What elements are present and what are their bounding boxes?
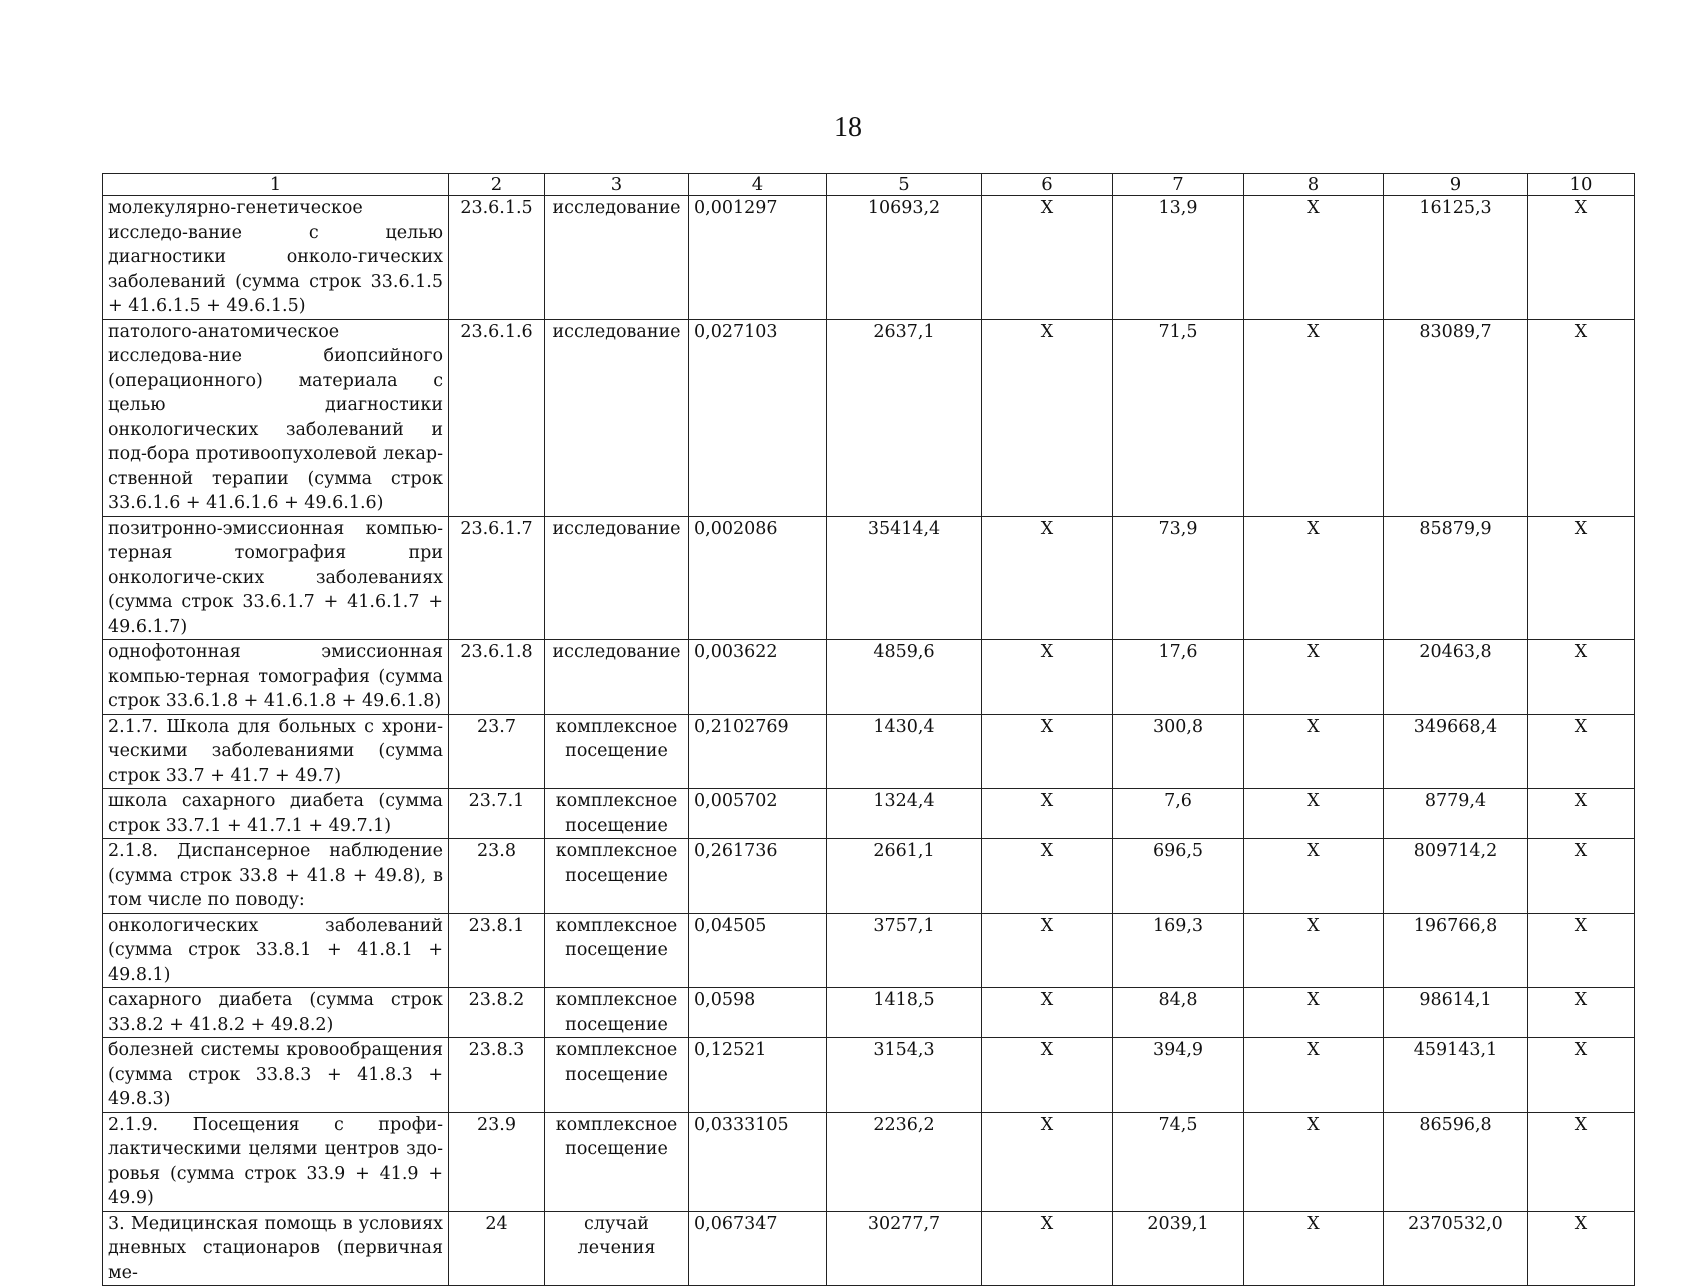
column-header: 7 bbox=[1113, 174, 1244, 196]
value-col-7: 73,9 bbox=[1113, 516, 1244, 640]
table-row bbox=[103, 1211, 1635, 1286]
value-col-4: 0,0598 bbox=[689, 988, 827, 1038]
value-col-5: 2236,2 bbox=[827, 1112, 982, 1211]
column-header: 9 bbox=[1384, 174, 1528, 196]
value-col-6: Х bbox=[982, 839, 1113, 914]
column-header: 8 bbox=[1244, 174, 1384, 196]
value-col-4: 0,027103 bbox=[689, 319, 827, 516]
value-col-7: 696,5 bbox=[1113, 839, 1244, 914]
value-col-9: 349668,4 bbox=[1384, 714, 1528, 789]
row-code: 24 bbox=[449, 1211, 545, 1286]
row-code: 23.8.2 bbox=[449, 988, 545, 1038]
value-col-10: Х bbox=[1528, 988, 1635, 1038]
table-row bbox=[103, 1038, 1635, 1113]
value-col-10: Х bbox=[1528, 1038, 1635, 1113]
table-row bbox=[103, 714, 1635, 789]
value-col-8: Х bbox=[1244, 1112, 1384, 1211]
value-col-10: Х bbox=[1528, 789, 1635, 839]
unit-of-measure: исследование bbox=[545, 516, 689, 640]
row-code: 23.7.1 bbox=[449, 789, 545, 839]
value-col-5: 30277,7 bbox=[827, 1211, 982, 1286]
table-row bbox=[103, 913, 1635, 988]
row-code: 23.6.1.8 bbox=[449, 640, 545, 715]
value-col-7: 394,9 bbox=[1113, 1038, 1244, 1113]
value-col-10: Х bbox=[1528, 714, 1635, 789]
row-description: патолого-анатомическое исследова-ние биопсийного (операционного) материала с целью диагностики онкологических заболеваний и под-бора противоопухолевой лекар-ственной терапии (сумма строк 33.6.1.6 + 41.6.1.6 + 49.6.1.6) bbox=[103, 319, 449, 516]
table-row bbox=[103, 319, 1635, 516]
value-col-6: Х bbox=[982, 319, 1113, 516]
value-col-8: Х bbox=[1244, 988, 1384, 1038]
value-col-7: 300,8 bbox=[1113, 714, 1244, 789]
value-col-8: Х bbox=[1244, 319, 1384, 516]
table-row bbox=[103, 516, 1635, 640]
value-col-5: 1418,5 bbox=[827, 988, 982, 1038]
column-header: 10 bbox=[1528, 174, 1635, 196]
row-description: онкологических заболеваний (сумма строк 33.8.1 + 41.8.1 + 49.8.1) bbox=[103, 913, 449, 988]
value-col-10: Х bbox=[1528, 516, 1635, 640]
value-col-5: 2637,1 bbox=[827, 319, 982, 516]
value-col-9: 2370532,0 bbox=[1384, 1211, 1528, 1286]
value-col-4: 0,261736 bbox=[689, 839, 827, 914]
value-col-8: Х bbox=[1244, 714, 1384, 789]
value-col-10: Х bbox=[1528, 196, 1635, 320]
value-col-5: 1430,4 bbox=[827, 714, 982, 789]
value-col-4: 0,001297 bbox=[689, 196, 827, 320]
value-col-4: 0,04505 bbox=[689, 913, 827, 988]
table-header-row bbox=[103, 174, 1635, 196]
value-col-8: Х bbox=[1244, 789, 1384, 839]
table-row bbox=[103, 789, 1635, 839]
value-col-9: 20463,8 bbox=[1384, 640, 1528, 715]
value-col-10: Х bbox=[1528, 319, 1635, 516]
row-description: 3. Медицинская помощь в условиях дневных стационаров (первичная ме- bbox=[103, 1211, 449, 1286]
row-description: 2.1.8. Диспансерное наблюдение (сумма строк 33.8 + 41.8 + 49.8), в том числе по поводу: bbox=[103, 839, 449, 914]
table-row bbox=[103, 1112, 1635, 1211]
unit-of-measure: случай лечения bbox=[545, 1211, 689, 1286]
row-code: 23.8.1 bbox=[449, 913, 545, 988]
unit-of-measure: комплексное посещение bbox=[545, 714, 689, 789]
unit-of-measure: комплексное посещение bbox=[545, 913, 689, 988]
value-col-5: 1324,4 bbox=[827, 789, 982, 839]
value-col-7: 84,8 bbox=[1113, 988, 1244, 1038]
value-col-10: Х bbox=[1528, 1112, 1635, 1211]
data-table bbox=[102, 173, 1635, 1286]
row-description: молекулярно-генетическое исследо-вание с целью диагностики онколо-гических заболеваний (сумма строк 33.6.1.5 + 41.6.1.5 + 49.6.1.5) bbox=[103, 196, 449, 320]
value-col-4: 0,005702 bbox=[689, 789, 827, 839]
unit-of-measure: комплексное посещение bbox=[545, 839, 689, 914]
row-code: 23.6.1.6 bbox=[449, 319, 545, 516]
row-description: 2.1.7. Школа для больных с хрони-ческими заболеваниями (сумма строк 33.7 + 41.7 + 49.7) bbox=[103, 714, 449, 789]
value-col-4: 0,12521 bbox=[689, 1038, 827, 1113]
value-col-5: 10693,2 bbox=[827, 196, 982, 320]
value-col-4: 0,003622 bbox=[689, 640, 827, 715]
value-col-5: 35414,4 bbox=[827, 516, 982, 640]
value-col-4: 0,002086 bbox=[689, 516, 827, 640]
row-description: однофотонная эмиссионная компью-терная томография (сумма строк 33.6.1.8 + 41.6.1.8 + 49.6.1.8) bbox=[103, 640, 449, 715]
value-col-6: Х bbox=[982, 1211, 1113, 1286]
column-header: 3 bbox=[545, 174, 689, 196]
table-row bbox=[103, 196, 1635, 320]
row-description: 2.1.9. Посещения с профи-лактическими целями центров здо-ровья (сумма строк 33.9 + 41.9 + 49.9) bbox=[103, 1112, 449, 1211]
value-col-7: 169,3 bbox=[1113, 913, 1244, 988]
value-col-9: 85879,9 bbox=[1384, 516, 1528, 640]
value-col-9: 16125,3 bbox=[1384, 196, 1528, 320]
value-col-9: 86596,8 bbox=[1384, 1112, 1528, 1211]
value-col-7: 74,5 bbox=[1113, 1112, 1244, 1211]
value-col-10: Х bbox=[1528, 640, 1635, 715]
row-code: 23.9 bbox=[449, 1112, 545, 1211]
row-description: школа сахарного диабета (сумма строк 33.7.1 + 41.7.1 + 49.7.1) bbox=[103, 789, 449, 839]
value-col-7: 13,9 bbox=[1113, 196, 1244, 320]
value-col-5: 3154,3 bbox=[827, 1038, 982, 1113]
value-col-6: Х bbox=[982, 196, 1113, 320]
value-col-10: Х bbox=[1528, 1211, 1635, 1286]
value-col-6: Х bbox=[982, 640, 1113, 715]
value-col-6: Х bbox=[982, 1038, 1113, 1113]
value-col-4: 0,067347 bbox=[689, 1211, 827, 1286]
unit-of-measure: комплексное посещение bbox=[545, 988, 689, 1038]
value-col-7: 71,5 bbox=[1113, 319, 1244, 516]
table-row bbox=[103, 839, 1635, 914]
row-code: 23.8.3 bbox=[449, 1038, 545, 1113]
page-number: 18 bbox=[834, 112, 862, 143]
value-col-6: Х bbox=[982, 714, 1113, 789]
value-col-8: Х bbox=[1244, 1211, 1384, 1286]
value-col-8: Х bbox=[1244, 640, 1384, 715]
column-header: 6 bbox=[982, 174, 1113, 196]
column-header: 1 bbox=[103, 174, 449, 196]
value-col-8: Х bbox=[1244, 196, 1384, 320]
value-col-9: 98614,1 bbox=[1384, 988, 1528, 1038]
column-header: 5 bbox=[827, 174, 982, 196]
value-col-9: 83089,7 bbox=[1384, 319, 1528, 516]
value-col-10: Х bbox=[1528, 839, 1635, 914]
value-col-9: 809714,2 bbox=[1384, 839, 1528, 914]
value-col-6: Х bbox=[982, 516, 1113, 640]
value-col-8: Х bbox=[1244, 839, 1384, 914]
value-col-6: Х bbox=[982, 913, 1113, 988]
row-code: 23.7 bbox=[449, 714, 545, 789]
row-code: 23.8 bbox=[449, 839, 545, 914]
value-col-6: Х bbox=[982, 988, 1113, 1038]
value-col-6: Х bbox=[982, 1112, 1113, 1211]
value-col-10: Х bbox=[1528, 913, 1635, 988]
value-col-8: Х bbox=[1244, 1038, 1384, 1113]
value-col-6: Х bbox=[982, 789, 1113, 839]
value-col-4: 0,0333105 bbox=[689, 1112, 827, 1211]
value-col-4: 0,2102769 bbox=[689, 714, 827, 789]
value-col-9: 196766,8 bbox=[1384, 913, 1528, 988]
unit-of-measure: исследование bbox=[545, 640, 689, 715]
column-header: 2 bbox=[449, 174, 545, 196]
unit-of-measure: комплексное посещение bbox=[545, 789, 689, 839]
table-row bbox=[103, 640, 1635, 715]
row-description: болезней системы кровообращения (сумма строк 33.8.3 + 41.8.3 + 49.8.3) bbox=[103, 1038, 449, 1113]
table-row bbox=[103, 988, 1635, 1038]
value-col-8: Х bbox=[1244, 913, 1384, 988]
row-code: 23.6.1.5 bbox=[449, 196, 545, 320]
column-header: 4 bbox=[689, 174, 827, 196]
value-col-7: 2039,1 bbox=[1113, 1211, 1244, 1286]
unit-of-measure: исследование bbox=[545, 196, 689, 320]
value-col-8: Х bbox=[1244, 516, 1384, 640]
value-col-9: 459143,1 bbox=[1384, 1038, 1528, 1113]
value-col-7: 7,6 bbox=[1113, 789, 1244, 839]
unit-of-measure: исследование bbox=[545, 319, 689, 516]
value-col-5: 2661,1 bbox=[827, 839, 982, 914]
unit-of-measure: комплексное посещение bbox=[545, 1112, 689, 1211]
row-description: позитронно-эмиссионная компью-терная томография при онкологиче-ских заболеваниях (сумма строк 33.6.1.7 + 41.6.1.7 + 49.6.1.7) bbox=[103, 516, 449, 640]
row-description: сахарного диабета (сумма строк 33.8.2 + 41.8.2 + 49.8.2) bbox=[103, 988, 449, 1038]
value-col-5: 4859,6 bbox=[827, 640, 982, 715]
value-col-9: 8779,4 bbox=[1384, 789, 1528, 839]
value-col-5: 3757,1 bbox=[827, 913, 982, 988]
value-col-7: 17,6 bbox=[1113, 640, 1244, 715]
row-code: 23.6.1.7 bbox=[449, 516, 545, 640]
unit-of-measure: комплексное посещение bbox=[545, 1038, 689, 1113]
